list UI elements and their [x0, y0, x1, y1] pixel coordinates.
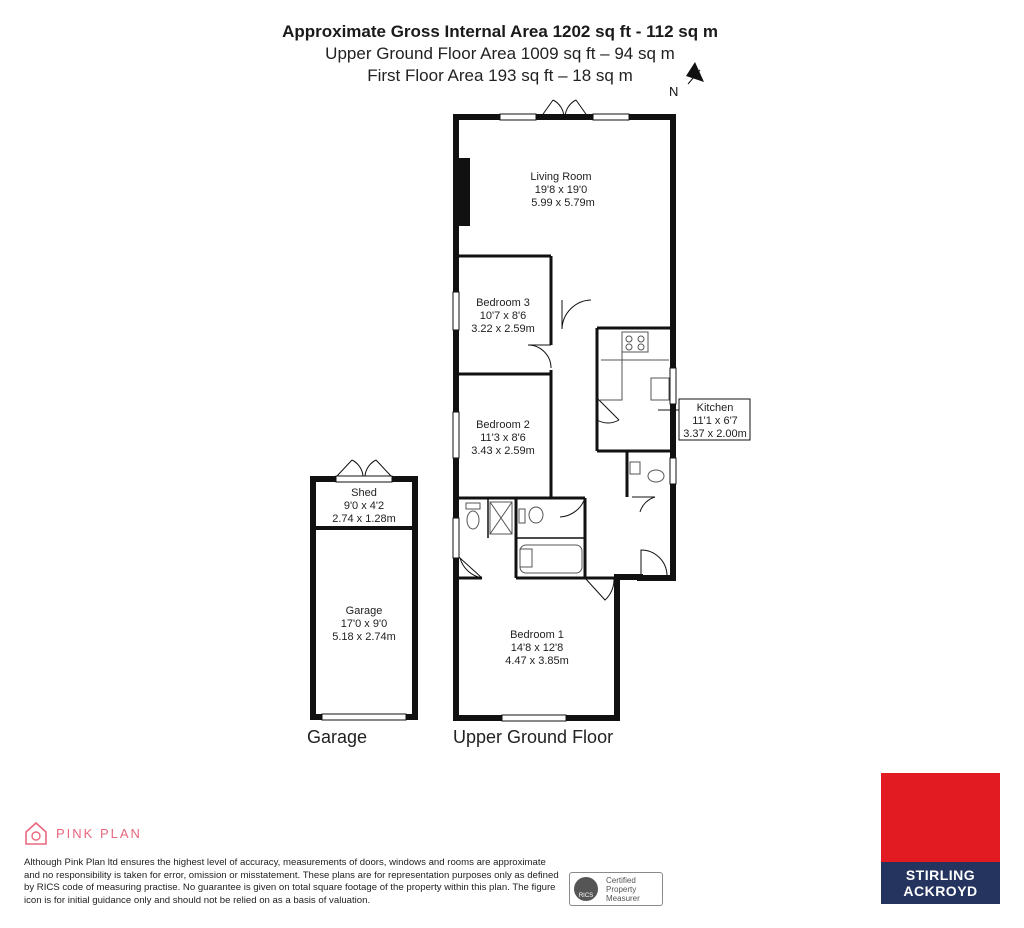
bedroom1-name: Bedroom 1 [510, 629, 564, 641]
bedroom2-metric: 3.43 x 2.59m [471, 445, 535, 457]
garage-floor-label: Garage [307, 727, 368, 747]
rics-seal-icon: RICS [574, 877, 598, 901]
rics-line1: Certified [606, 875, 636, 885]
shed-door [336, 460, 392, 482]
garage-imperial: 17'0 x 9'0 [340, 618, 388, 630]
kitchen-imperial: 11'1 x 6'7 [692, 415, 738, 427]
shed-name: Shed [351, 487, 377, 499]
north-arrow-icon [686, 62, 704, 84]
bedroom3-name: Bedroom 3 [476, 297, 530, 309]
garage-door [322, 714, 406, 720]
kitchen-metric: 3.37 x 2.00m [683, 428, 747, 440]
pink-plan-name: PINK PLAN [56, 825, 142, 841]
upper-ground-area-text: Upper Ground Floor Area 1009 sq ft – 94 sq m [325, 44, 675, 63]
bedroom3-imperial: 10'7 x 8'6 [479, 310, 527, 322]
living-room-metric: 5.99 x 5.79m [531, 197, 595, 209]
upper-ground-floor-label: Upper Ground Floor [453, 727, 614, 747]
rics-line3: Measurer [606, 893, 640, 903]
stirling-ackroyd-logo [881, 773, 1000, 904]
logo-red-panel [881, 773, 1000, 862]
living-room-name: Living Room [530, 171, 592, 183]
agent-name-line2: ACKROYD [903, 883, 978, 899]
bedroom2-imperial: 11'3 x 8'6 [480, 432, 526, 444]
shed-imperial: 9'0 x 4'2 [343, 500, 385, 512]
kitchen-fittings [600, 332, 669, 400]
first-floor-area-text: First Floor Area 193 sq ft – 18 sq m [367, 66, 633, 85]
agent-name-line1: STIRLING [905, 867, 976, 883]
garage-metric: 5.18 x 2.74m [332, 631, 396, 643]
rics-badge [569, 872, 663, 906]
bedroom3-metric: 3.22 x 2.59m [471, 323, 535, 335]
garage-name: Garage [345, 605, 383, 617]
living-room-imperial: 19'8 x 19'0 [534, 184, 588, 196]
bedroom1-metric: 4.47 x 3.85m [505, 655, 569, 667]
bathroom-fittings [466, 462, 664, 573]
pink-plan-logo [24, 820, 142, 846]
house-icon [24, 820, 48, 846]
fireplace [456, 158, 470, 226]
logo-navy-panel [881, 862, 1000, 904]
bedroom1-imperial: 14'8 x 12'8 [510, 642, 564, 654]
shed-metric: 2.74 x 1.28m [332, 513, 396, 525]
gross-area-title: Approximate Gross Internal Area 1202 sq ft - 112 sq m [282, 22, 718, 41]
north-label: N [669, 84, 679, 99]
disclaimer-text: Although Pink Plan ltd ensures the highest level of accuracy, measurements of doors, windows and rooms are approximate and no responsibility is taken for error, omission or misstatement. These plans are for representation purposes only as defined by RICS code of measuring practise. No guarantee is given on total square footage of the property within this plan. The figure icon is for initial guidance only and should not be relied on as a basis of valuation. [24, 857, 559, 906]
rics-line2: Property [606, 884, 637, 894]
bedroom2-name: Bedroom 2 [476, 419, 530, 431]
kitchen-name: Kitchen [696, 402, 734, 414]
